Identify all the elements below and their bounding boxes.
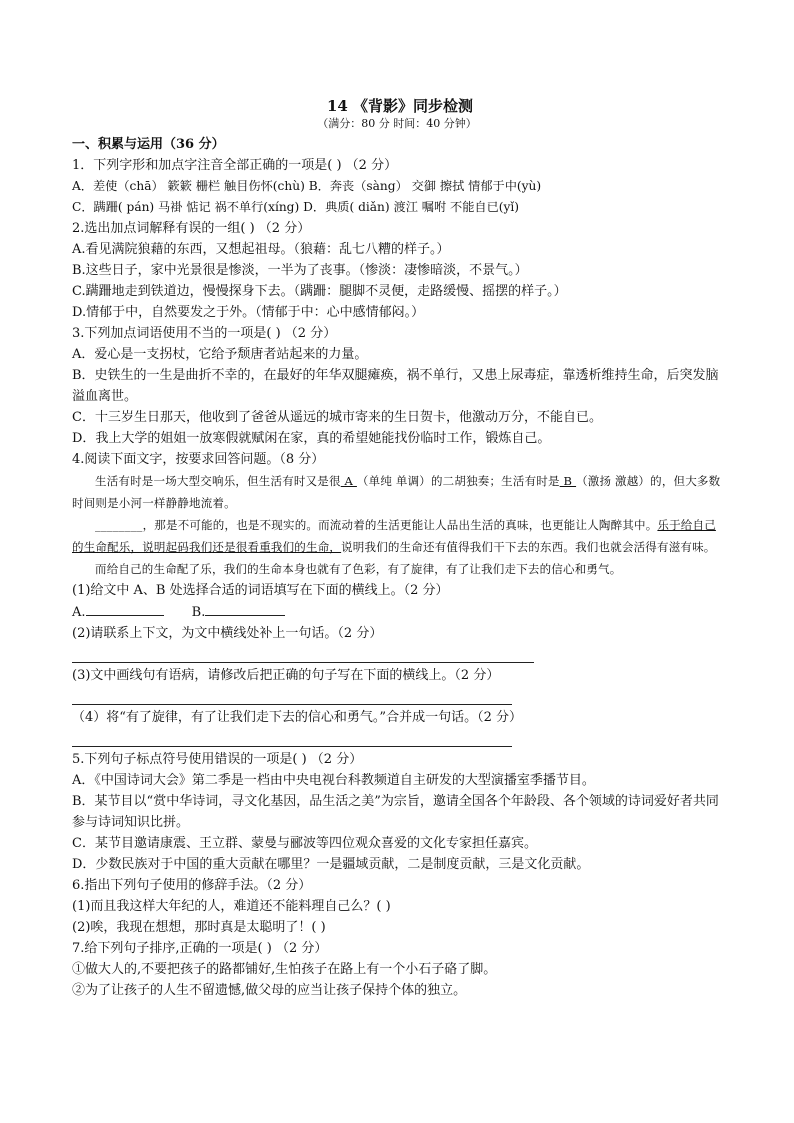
question-5-option-d: D．少数民族对于中国的重大贡献在哪里？一是疆域贡献，二是制度贡献，三是文化贡献。: [72, 857, 590, 872]
question-2-option-d: D.情郁于中，自然要发之于外。（情郁于中：心中感情郁闷。）: [72, 305, 425, 320]
reading-passage-paragraph-2: [72, 514, 722, 558]
question-5-stem: 5.下列句子标点符号使用错误的一项是( ) （2 分）: [72, 752, 363, 767]
question-2-stem: 2.选出加点词解释有误的一组( ) （2 分）: [72, 221, 311, 236]
worksheet: [72, 96, 722, 1001]
answer-b-line[interactable]: [205, 601, 285, 616]
reading-passage-paragraph-1: [72, 470, 722, 514]
question-4-sub-2: (2)请联系上下文，为文中横线处补上一句话。（2 分）: [72, 626, 383, 641]
passage-text: （激扬 激越）的，但大多数时间则是小河一样静静地流着。: [72, 474, 721, 510]
question-2-option-b: B.这些日子，家中光景很是惨淡，一半为了丧事。（惨淡：凄惨暗淡，不景气。）: [72, 263, 528, 278]
page-title: 14 《背影》同步检测: [326, 97, 474, 115]
question-5-option-a: A．《中国诗词大会》第二季是一档由中央电视台科教频道自主研发的大型演播室季播节目。: [72, 773, 595, 788]
blank-a: A: [340, 474, 357, 488]
question-6-stem: 6.指出下列句子使用的修辞手法。（2 分）: [72, 878, 312, 893]
question-1-options-cd: C．蹒跚( pán) 马褂 惦记 祸不单行(xíng) D．典质( diǎn) 渡江 嘱咐 不能自已(yǐ): [72, 200, 520, 214]
question-3-option-b: B．史铁生的一生是曲折不幸的，在最好的年华双腿瘫痪，祸不单行，又患上尿毒症，靠透析维持生命，后突发脑溢血离世。: [72, 368, 719, 404]
question-3-option-c: C．十三岁生日那天，他收到了爸爸从遥远的城市寄来的生日贺卡，他激动万分，不能自已。: [72, 410, 602, 425]
passage-text: 说明我们的生命还有值得我们干下去的东西。我们也就会活得有滋有味。: [341, 540, 716, 554]
passage-text: ，那是不可能的，也是不现实的。而流动着的生活更能让人品出生活的真味，也更能让人陶醉其中。: [142, 518, 658, 532]
question-3-option-d: D．我上大学的姐姐一放寒假就赋闲在家，真的希望她能找份临时工作，锻炼自己。: [72, 431, 551, 446]
question-3-option-a: A．爱心是一支拐杖，它给予颓唐者站起来的力量。: [72, 347, 368, 362]
question-2-option-c: C.蹒跚地走到铁道边，慢慢探身下去。（蹒跚：腿脚不灵便，走路缓慢、摇摆的样子。）: [72, 284, 567, 299]
answer-line[interactable]: [72, 686, 512, 705]
question-4-sub-1: (1)给文中 A、B 处选择合适的词语填写在下面的横线上。（2 分）: [72, 583, 449, 598]
question-6-sentence-2: (2)唉，我现在想想，那时真是太聪明了！( ): [72, 920, 326, 935]
question-7-sentence-1: ①做大人的,不要把孩子的路都铺好,生怕孩子在路上有一个小石子硌了脚。: [72, 962, 497, 977]
question-3-stem: 3.下列加点词语使用不当的一项是( ) （2 分）: [72, 326, 337, 341]
passage-text: 生活有时是一场大型交响乐，但生活有时又是很: [95, 474, 341, 488]
blank-b: B: [559, 474, 577, 488]
question-5-option-c: C．某节目邀请康震、王立群、蒙曼与郦波等四位观众喜爱的文化专家担任嘉宾。: [72, 836, 537, 851]
question-1-options-ab: A．差使（chā） 簌簌 栅栏 触目伤怀(chù) B．奔丧（sàng） 交御 擦拭 情郁于中(yù): [72, 179, 542, 193]
answer-b-label: B.: [191, 605, 206, 620]
underlined-sentence: 乐于给自己的生命配乐，说明起码我们还是很看重我们的生命，: [72, 518, 716, 554]
question-4-sub-3: (3)文中画线句有语病，请修改后把正确的句子写在下面的横线上。（2 分）: [72, 668, 500, 683]
section-heading: 一、积累与运用（36 分）: [72, 137, 225, 152]
question-4-sub-1-answers: [72, 601, 722, 623]
page-subtitle: （满分：80 分 时间：40 分钟）: [317, 117, 477, 130]
answer-line[interactable]: [72, 644, 534, 663]
passage-blank: ________: [95, 518, 143, 532]
question-4-sub-4: （4）将“有了旋律，有了让我们走下去的信心和勇气。”合并成一句话。（2 分）: [72, 710, 522, 725]
question-5-option-b: B．某节目以“赏中华诗词，寻文化基因，品生活之美”为宗旨，邀请全国各个年龄段、各个领域的诗词爱好者共同参与诗词知识比拼。: [72, 794, 719, 830]
question-2-option-a: A.看见满院狼藉的东西，又想起祖母。（狼藉：乱七八糟的样子。）: [72, 242, 450, 257]
question-6-sentence-1: (1)而且我这样大年纪的人，难道还不能料理自己么？( ): [72, 899, 391, 914]
question-4-stem: 4.阅读下面文字，按要求回答问题。（8 分）: [72, 452, 325, 467]
question-7-sentence-2: ②为了让孩子的人生不留遗憾,做父母的应当让孩子保持个体的独立。: [72, 983, 467, 998]
answer-line[interactable]: [72, 728, 512, 747]
answer-a-line[interactable]: [86, 601, 164, 616]
answer-a-label: A.: [72, 605, 86, 620]
reading-passage-paragraph-3: 而给自己的生命配了乐，我们的生命本身也就有了色彩，有了旋律，有了让我们走下去的信心和勇气。: [95, 562, 622, 576]
question-7-stem: 7.给下列句子排序,正确的一项是( ) （2 分）: [72, 941, 328, 956]
question-1-stem: 1．下列字形和加点字注音全部正确的一项是( ) （2 分）: [72, 158, 398, 173]
passage-text: （单纯 单调）的二胡独奏；生活有时是: [356, 474, 560, 488]
